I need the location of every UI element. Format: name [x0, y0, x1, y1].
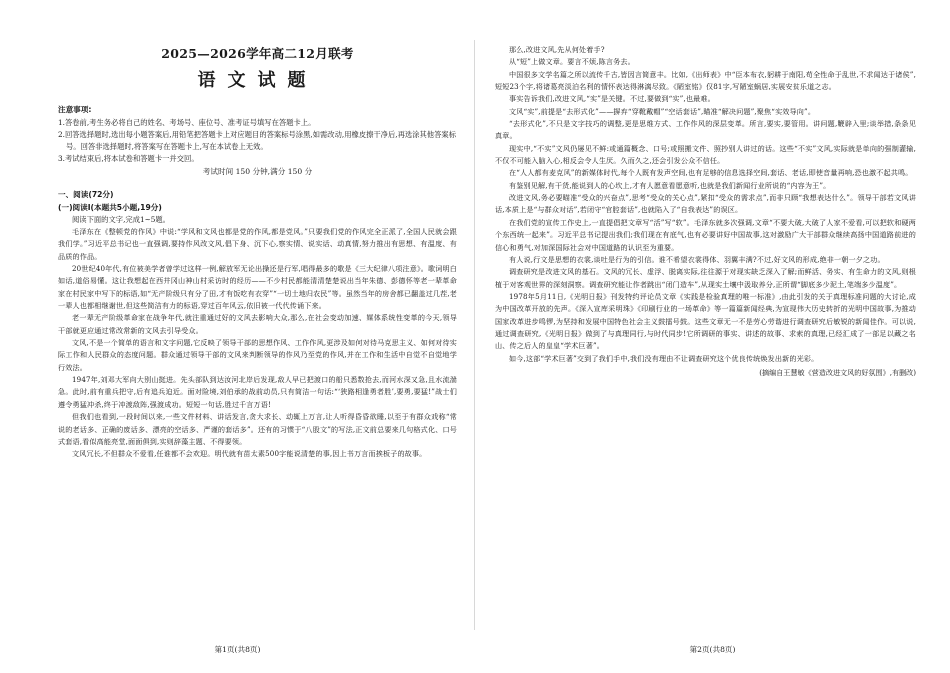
right-paragraph-13: 调查研究是改进文风的基石。文风的冗长、虚浮、脱离实际,往往源于对现实缺乏深入了解;而鲜活、务实、有生命力的文风,则根植于对客观世界的深刻洞察。调查研究能让作者跳出“闭门造车”,从现实土壤中汲取养分,正所谓“脚底多少泥土,笔端多少温度”。: [495, 267, 916, 289]
notice-item-2: 2.回答选择题时,选出每小题答案后,用铅笔把答题卡上对应题目的答案标号涂黑,如需改动,用橡皮擦干净后,再选涂其他答案标号。回答非选择题时,将答案写在答题卡上,写在本试卷上无效。: [58, 130, 456, 151]
right-page: [475, 0, 950, 673]
right-paragraph-15: 如今,这部“学术巨著”交到了我们手中,我们没有理由不让调查研究这个优良传统焕发出新的光彩。: [509, 353, 819, 363]
source-citation: (摘编自王慧敏《营造改进文风的好氛围》,有删改): [759, 367, 916, 377]
right-page-footer: 第2页(共8页): [689, 645, 736, 654]
right-paragraph-8: 在“人人都有麦克风”的新媒体时代,每个人既有发声空间,也有足够的信息选择空间,套话、老话,即使音量再响,恐也激不起共鸣。: [509, 168, 913, 178]
right-paragraph-1: 那么,改进文风,先从何处着手?: [509, 45, 605, 54]
right-paragraph-3: 中国很多文学名篇之所以流传千古,皆因言简意丰。比如,《出师表》中“臣本布衣,躬耕于南阳,苟全性命于乱世,不求闻达于诸侯”,短短23个字,将诸葛亮淡泊名利的情怀表达得淋漓尽致。《陋室铭》仅81字,写陋室蜗居,实展安贫乐道之志。: [495, 69, 916, 92]
right-paragraph-12: 有人说,行文是思想的衣裳,谈吐是行为的引信。谁不希望衣裳得体、羽翼丰满?不过,好文风的形成,绝非一朝一夕之功。: [509, 254, 885, 264]
right-paragraph-7: 现实中,“不实”文风仍屡见不鲜:或通篇概念、口号;或照搬文件、照抄别人讲过的话。这些“不实”文风,实际就是单向的强制灌输,不仅不可能入脑入心,相反会令人生厌。久而久之,还会引发公众不信任。: [495, 143, 916, 166]
exam-title: 2025—2026学年高二12月联考: [161, 46, 354, 61]
exam-time-line: 考试时间 150 分钟,满分 150 分: [202, 167, 313, 176]
right-paragraph-4: 事实告诉我们,改进文风,“实”是关键。不过,要做到“实”,也最难。: [509, 94, 715, 104]
right-paragraph-6: “去形式化”,不只是文字技巧的调整,更是思维方式、工作作风的深层变革。所言,要实,要管用。讲问题,鞭辟入里;谈举措,条条见真章。: [495, 119, 916, 141]
section-heading: 一、阅读(72分): [58, 190, 114, 199]
left-page-footer: 第1页(共8页): [214, 645, 261, 654]
right-paragraph-2: 从“短”上做文章。要言不烦,陈言务去。: [509, 57, 635, 67]
right-paragraph-9: 有鉴别见解,有干货,能说到人的心坎上,才有人愿意看愿意听,也就是我们新闻行业所说的“内容为王”。: [509, 180, 831, 190]
left-paragraph-5: 1947年,刘邓大军向大别山挺进。先头部队到达汝河北岸后发现,敌人早已把渡口的船只悉数抢去,而河水深又急,且水流湍急。此时,前有重兵把守,后有追兵迫近。面对险境,刘伯承的战前动员,只有简洁一句话:“‘狭路相逢勇者胜’,要勇,要猛!”战士们遵令勇猛冲杀,终于冲渡敌阵,强渡成功。短短一句话,胜过千言万语!: [58, 375, 457, 409]
notice-item-1: 1.答卷前,考生务必将自己的姓名、考场号、座位号、准考证号填写在答题卡上。: [58, 118, 316, 127]
left-paragraph-7: 文风冗长,不但群众不爱看,任谁都不会欢迎。明代就有苗太素500字能说清楚的事,因上书万言而挨板子的故事。: [72, 449, 427, 459]
left-paragraph-3: 老一辈无产阶级革命家在战争年代,就注重通过好的文风去影响大众,那么,在社会变动加速、媒体系统性变革的今天,领导干部就更应通过常改常新的文风去引导受众。: [58, 313, 457, 335]
notice-item-3: 3.考试结束后,将本试卷和答题卡一并交回。: [58, 154, 199, 163]
left-paragraph-6: 但我们也看到,一段时间以来,一些文件材料、讲话发言,贪大求长、动辄上万言,让人听得昏昏欲睡,以至于有群众戏称“常说的老话多、正确的废话多、漂亮的空话多、严谨的套话多”。还有的习惯于“八股文”的写法,正文前总要来几句格式化、口号式套语,看似高能亮堂,面面俱到,实则辞藻主题、不得要领。: [58, 412, 458, 446]
left-paragraph-2: 20世纪40年代,有位被美学者曾学过这样一例,解放军无论出操还是行军,唱得最多的歌是《三大纪律八项注意》。歌词明白如话,道俗易懂。这让我想起在西井冈山神山村采访时的经历——不少村民都能清清楚楚说出当年朱德、彭德怀等老一辈革命家在村民家中写下的标语,如“无产阶级只有分了田,才有饭吃有衣穿”“一切土地归农民”等。虽然当年的房舍都已翻盖过几茬,老一辈人也都相继谢世,但这些简洁有力的标语,穿过百年风云,依旧被一代代传诵下来。: [58, 264, 457, 311]
right-paragraph-5: 文风“实”,前提是“去形式化”——摒弃“穿靴戴帽”“空话套话”,瞄准“解决问题”,聚焦“实效导向”。: [509, 106, 816, 116]
right-paragraph-10: 改进文风,务必要瞄准“受众的兴奋点”,思考“受众的关心点”,紧扣“受众的需求点”,而非只顾“我想表达什么”。领导干部若文风讲话,本质上是“与群众对话”,若闭守“官腔套话”,也就陷入了“自我表达”的误区。: [495, 193, 916, 215]
exam-subject: 语文试题: [197, 70, 318, 91]
right-paragraph-11: 在我们党的宣传工作史上,一直提倡把文章写“活”写“软”。毛泽东就多次强调,文章“不要大破,大破了人家不爱看,可以把软和硬两个东西统一起来”。习近平总书记提出我们;我们现在有底气,也有必要讲好中国故事,这对激励广大干部群众继续高扬中国道路前进的信心和勇气,对加深国际社会对中国道路的认识至为重要。: [495, 217, 916, 252]
notice-heading: 注意事项:: [58, 105, 92, 114]
sub-section-heading: (一)阅读Ⅰ(本题共5小题,19分): [58, 203, 162, 212]
right-paragraph-14: 1978年5月11日,《光明日报》刊发特约评论员文章《实践是检验真理的唯一标准》,由此引发的关于真理标准问题的大讨论,成为中国改革开放的先声。《深入宣库采明珠》《印刷行业的一场革命》等一篇篇新闻经典,为宣现伟大历史转折的光明中国故事,为推动国家改革进步鸣锣,为坚持和发展中国特色社会主义鼓擂号鼓。这些文章无一不是劳心劳谐进行调查研究后敏锐的新闻佳作。可以说,通过调查研究,《光明日报》做到了与真理同行,与时代同步!它所调研的事实、讲述的故事、求索的真理,已经汇成了一部足以藏之名山、传之后人的皇皇“学术巨著”。: [495, 291, 916, 351]
left-paragraph-4: 文风,不是一个简单的语言和文字问题,它反映了领导干部的思想作风、工作作风,更涉及如何对待马克思主义、如何对待实际工作和人民群众的态度问题。群众通过领导干部的文风来判断领导的作风乃至党的作风,并在工作和生活中自觉不自觉地学行效法。: [58, 338, 457, 372]
reading-instruction: 阅读下面的文字,完成1~5题。: [72, 215, 170, 224]
left-paragraph-1: 毛泽东在《整顿党的作风》中说:“学风和文风也都是党的作风,都是党风。”只要我们党的作风完全正派了,全国人民就会跟我们学。”习近平总书记也一直强调,要持作风改文风,倡下身、沉下心,察实情、说实话、动真情,努力推出有思想、有温度、有品质的作品。: [58, 227, 457, 261]
